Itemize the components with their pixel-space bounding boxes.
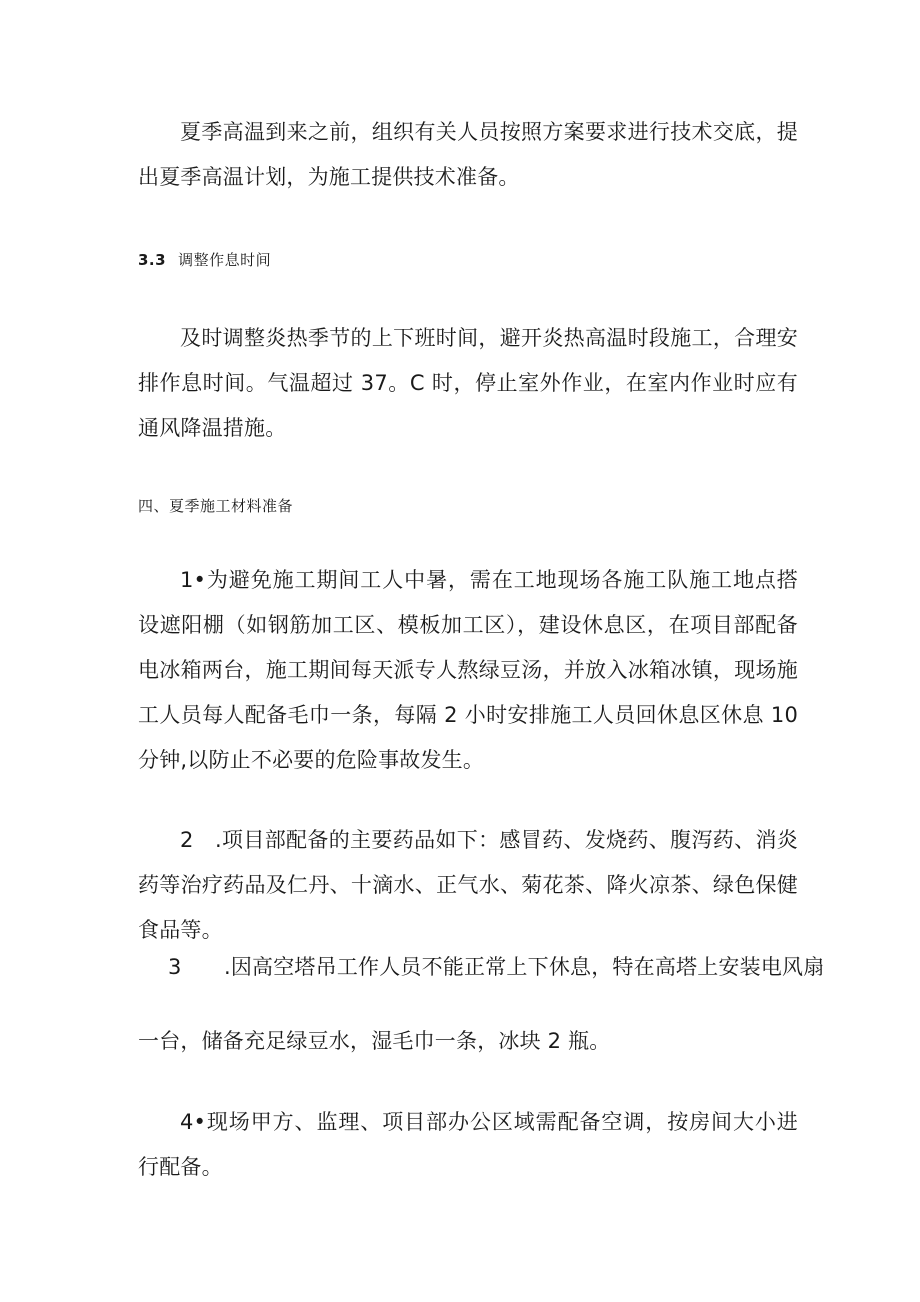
paragraph-item-2: 2 .项目部配备的主要药品如下：感冒药、发烧药、腹泻药、消炎药等治疗药品及仁丹、十滴水、正气水、菊花茶、降火凉茶、绿色保健食品等。 bbox=[138, 828, 798, 942]
section-heading-4: 四、夏季施工材料准备 bbox=[138, 497, 294, 515]
paragraph-tech-preparation: 夏季高温到来之前，组织有关人员按照方案要求进行技术交底，提出夏季高温计划，为施工提供技术准备。 bbox=[138, 120, 798, 189]
paragraph-item-3-line-1: 3 .因高空塔吊工作人员不能正常上下休息，特在高塔上安装电风扇 bbox=[168, 955, 825, 979]
section-number: 3.3 bbox=[138, 251, 167, 269]
paragraph-item-4: 4•现场甲方、监理、项目部办公区域需配备空调，按房间大小进行配备。 bbox=[138, 1110, 798, 1179]
section-heading-3-3 bbox=[138, 250, 271, 270]
paragraph-work-schedule: 及时调整炎热季节的上下班时间，避开炎热高温时段施工，合理安排作息时间。气温超过 37。C 时，停止室外作业，在室内作业时应有通风降温措施。 bbox=[138, 326, 798, 440]
section-title: 调整作息时间 bbox=[178, 251, 272, 269]
paragraph-item-3-line-2: 一台，储备充足绿豆水，湿毛巾一条，冰块 2 瓶。 bbox=[138, 1029, 611, 1053]
paragraph-item-1: 1•为避免施工期间工人中暑，需在工地现场各施工队施工地点搭设遮阳棚（如钢筋加工区、模板加工区），建设休息区，在项目部配备电冰箱两台，施工期间每天派专人熬绿豆汤，并放入冰箱冰镇，现场施工人员每人配备毛巾一条，每隔 2 小时安排施工人员回休息区休息 10 分钟,以防止不必要的危险事故发生。 bbox=[138, 568, 798, 772]
